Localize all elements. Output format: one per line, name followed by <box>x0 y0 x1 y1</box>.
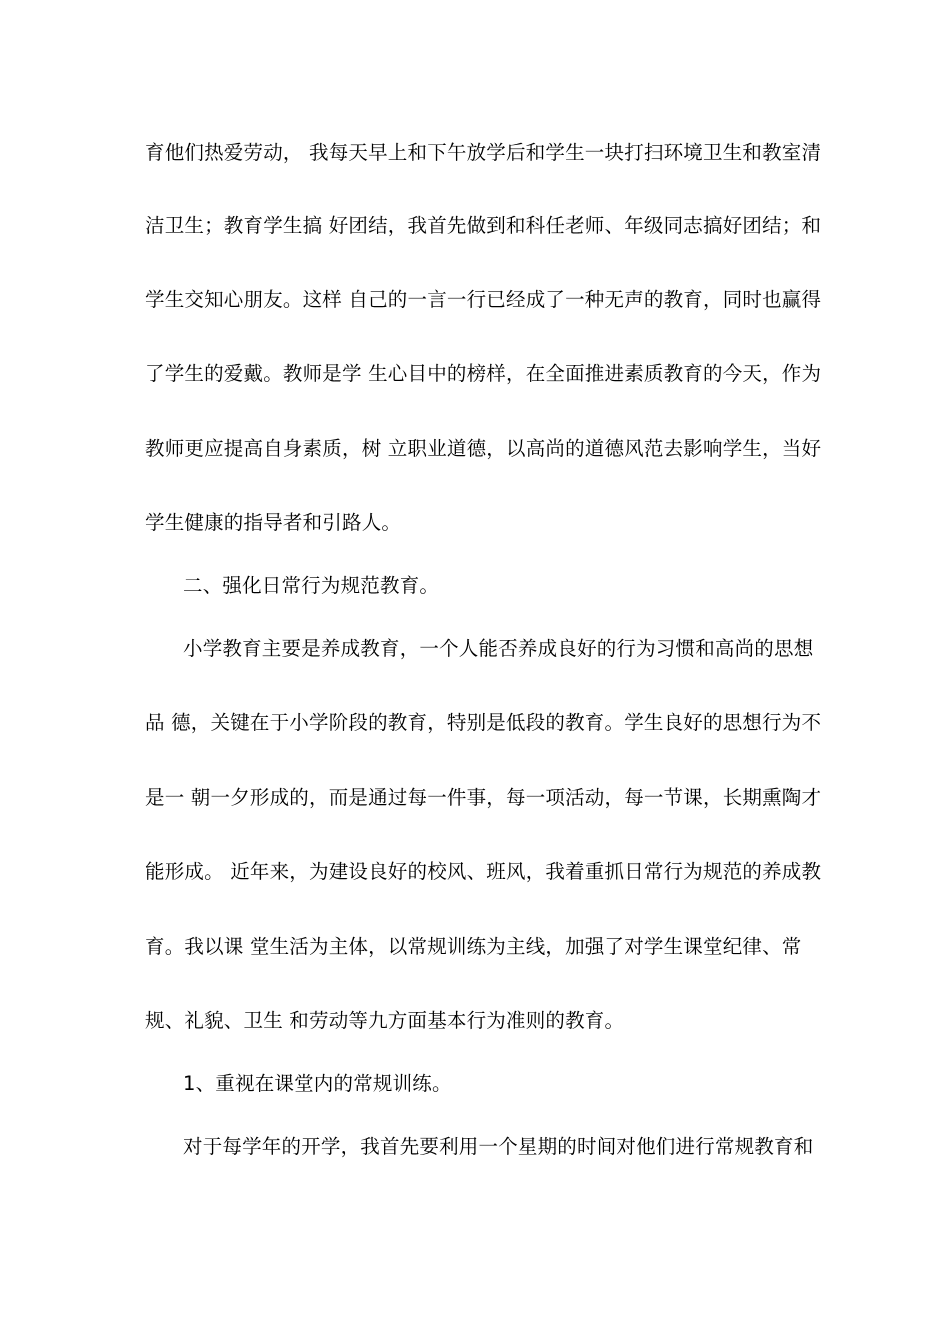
paragraph-start-line-2: 对于每学年的开学，我首先要利用一个星期的时间对他们进行常规教育和 <box>183 1135 814 1158</box>
section-heading-2: 二、强化日常行为规范教育。 <box>183 574 440 597</box>
text-line-11: 能形成。 近年来，为建设良好的校风、班风，我着重抓日常行为规范的养成教 <box>145 860 822 883</box>
subsection-heading-1: 1、重视在课堂内的常规训练。 <box>183 1072 452 1095</box>
text-line-9: 品 德，关键在于小学阶段的教育，特别是低段的教育。学生良好的思想行为不 <box>145 711 822 734</box>
text-line-6: 学生健康的指导者和引路人。 <box>145 511 402 534</box>
text-line-12: 育。我以课 堂生活为主体，以常规训练为主线，加强了对学生课堂纪律、常 <box>145 935 802 958</box>
text-line-10: 是一 朝一夕形成的，而是通过每一件事，每一项活动，每一节课，长期熏陶才 <box>145 786 822 809</box>
text-line-1: 育他们热爱劳动， 我每天早上和下午放学后和学生一块打扫环境卫生和教室清 <box>145 141 822 164</box>
text-line-13: 规、礼貌、卫生 和劳动等九方面基本行为准则的教育。 <box>145 1009 625 1032</box>
text-line-5: 教师更应提高自身素质，树 立职业道德，以高尚的道德风范去影响学生，当好 <box>145 437 822 460</box>
paragraph-start-line: 小学教育主要是养成教育，一个人能否养成良好的行为习惯和高尚的思想 <box>183 637 814 660</box>
text-line-3: 学生交知心朋友。这样 自己的一言一行已经成了一种无声的教育，同时也赢得 <box>145 288 822 311</box>
text-line-4: 了学生的爱戴。教师是学 生心目中的榜样，在全面推进素质教育的今天，作为 <box>145 362 822 385</box>
text-line-2: 洁卫生；教育学生搞 好团结，我首先做到和科任老师、年级同志搞好团结；和 <box>145 214 822 237</box>
